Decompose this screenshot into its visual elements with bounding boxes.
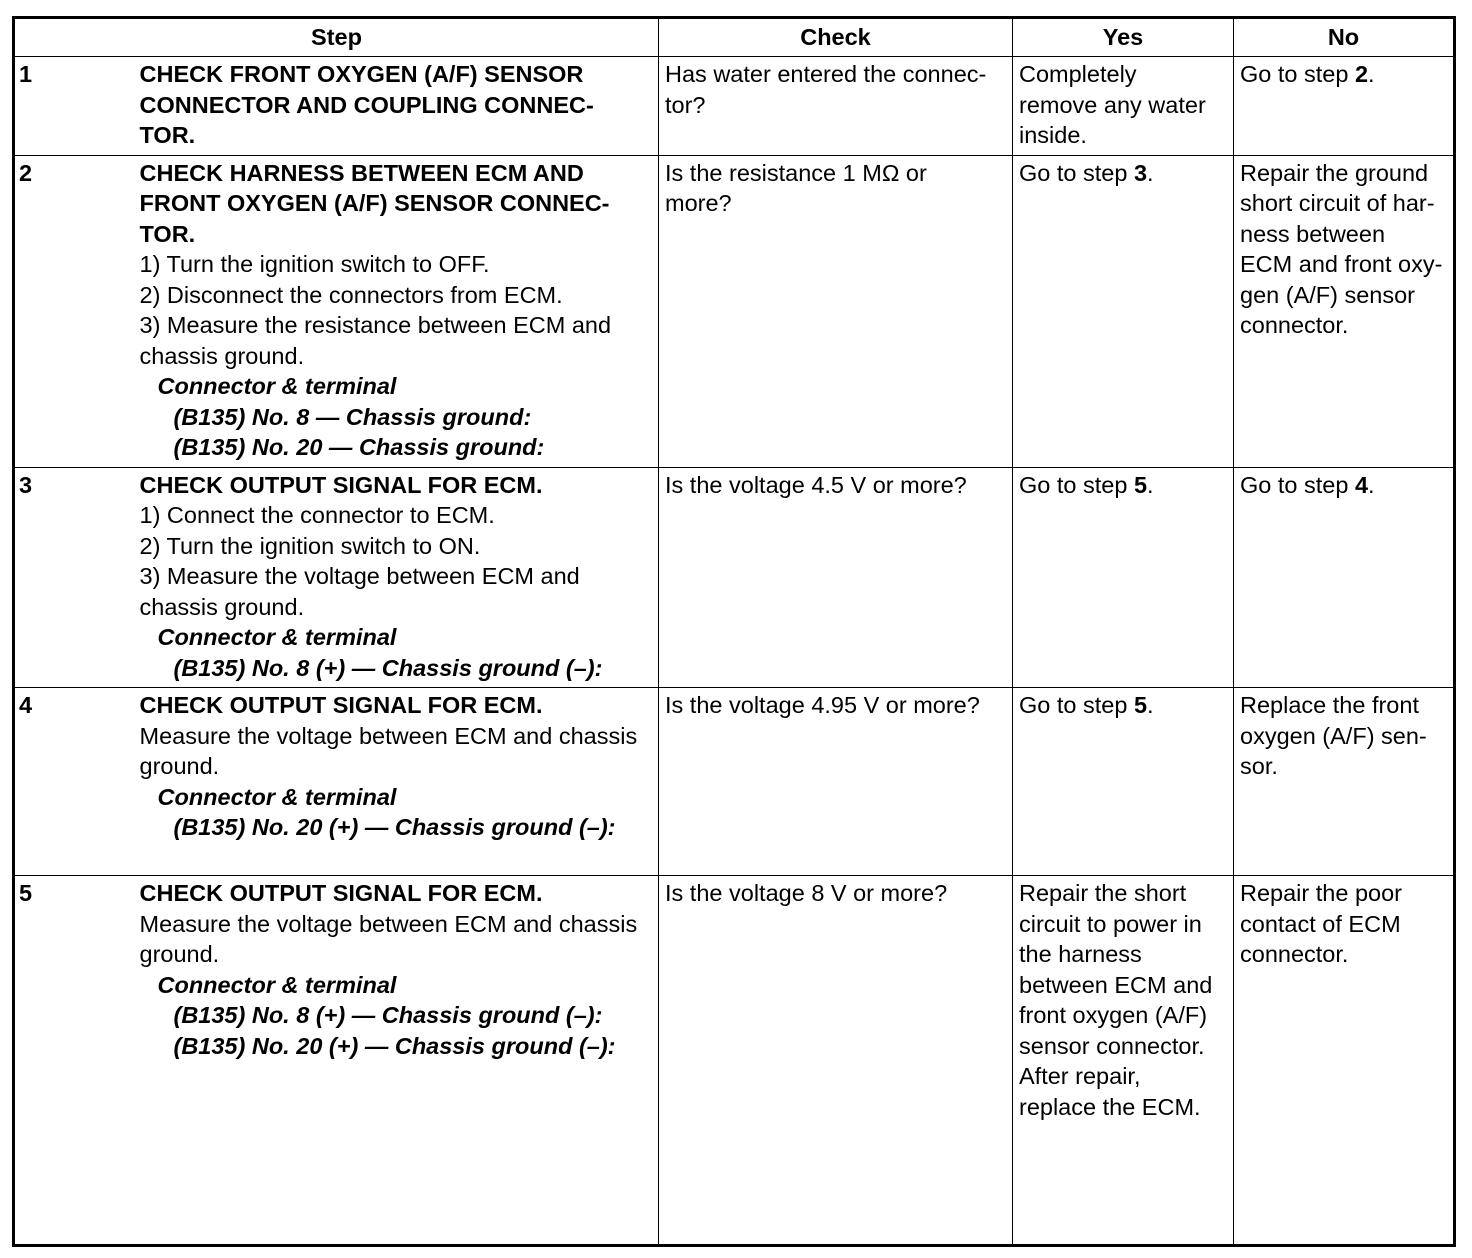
yes-cell bbox=[1013, 155, 1234, 467]
no-cell bbox=[1234, 876, 1455, 1246]
yes-cell bbox=[1013, 57, 1234, 156]
procedure-line: 1) Turn the ignition switch to OFF. bbox=[139, 251, 490, 277]
step-number-text: 2 bbox=[19, 159, 33, 186]
yes-line: remove any water bbox=[1019, 91, 1206, 118]
procedure-line: ground. bbox=[139, 941, 220, 967]
step-number-text: 5 bbox=[19, 880, 33, 906]
connector-terminal: (B135) No. 8 (+) — Chassis ground (–): bbox=[173, 1002, 603, 1028]
table-row bbox=[14, 876, 1455, 1246]
step-reference: 5 bbox=[1133, 471, 1148, 498]
step-reference: 3 bbox=[1133, 159, 1148, 186]
step-title-line: TOR. bbox=[139, 220, 196, 247]
procedure-line: 1) Connect the connector to ECM. bbox=[139, 502, 495, 528]
check-cell bbox=[659, 57, 1013, 156]
yes-line: Completely bbox=[1019, 61, 1137, 87]
check-cell bbox=[659, 155, 1013, 467]
procedure-line: Measure the voltage between ECM and chassis bbox=[139, 722, 638, 749]
header-yes: Yes bbox=[1013, 18, 1234, 57]
check-cell bbox=[659, 467, 1013, 688]
table-row bbox=[14, 688, 1455, 876]
no-line: connector. bbox=[1240, 312, 1349, 338]
check-line: tor? bbox=[665, 91, 706, 118]
diagnostic-table bbox=[12, 16, 1456, 1247]
connector-heading: Connector & terminal bbox=[157, 783, 397, 810]
check-cell bbox=[659, 688, 1013, 876]
check-line: Is the voltage 8 V or more? bbox=[665, 880, 948, 906]
procedure-line: 3) Measure the voltage between ECM and bbox=[139, 563, 580, 589]
check-line: Is the voltage 4.5 V or more? bbox=[665, 471, 967, 498]
procedure-line: chassis ground. bbox=[139, 342, 305, 369]
yes-line: circuit to power in bbox=[1019, 910, 1202, 937]
step-description bbox=[132, 688, 659, 876]
check-line: more? bbox=[665, 190, 732, 216]
step-number-text: 1 bbox=[19, 61, 33, 87]
table-row bbox=[14, 155, 1455, 467]
no-cell bbox=[1234, 688, 1455, 876]
step-description bbox=[132, 467, 659, 688]
step-number bbox=[14, 57, 132, 156]
step-description bbox=[132, 155, 659, 467]
step-number bbox=[14, 876, 132, 1246]
connector-terminal: (B135) No. 8 (+) — Chassis ground (–): bbox=[173, 654, 603, 681]
no-line: Replace the front bbox=[1240, 692, 1419, 718]
yes-cell bbox=[1013, 688, 1234, 876]
step-number bbox=[14, 155, 132, 467]
no-line: sor. bbox=[1240, 753, 1278, 779]
table-row bbox=[14, 467, 1455, 688]
check-line: Has water entered the connec- bbox=[665, 61, 987, 87]
connector-heading: Connector & terminal bbox=[157, 373, 397, 399]
no-line: connector. bbox=[1240, 941, 1349, 967]
procedure-line: ground. bbox=[139, 753, 220, 779]
step-number bbox=[14, 467, 132, 688]
header-check: Check bbox=[659, 18, 1013, 57]
no-cell bbox=[1234, 467, 1455, 688]
no-line: ECM and front oxy- bbox=[1240, 251, 1443, 277]
yes-line: sensor connector. bbox=[1019, 1032, 1205, 1059]
connector-terminal: (B135) No. 20 (+) — Chassis ground (–): bbox=[173, 1032, 616, 1059]
yes-text: Go to step bbox=[1019, 471, 1134, 498]
step-title-line: CHECK HARNESS BETWEEN ECM AND bbox=[139, 159, 584, 186]
procedure-line: chassis ground. bbox=[139, 593, 305, 620]
yes-line: inside. bbox=[1019, 122, 1087, 148]
no-line: gen (A/F) sensor bbox=[1240, 281, 1416, 308]
step-reference: 2 bbox=[1354, 61, 1369, 87]
connector-heading: Connector & terminal bbox=[157, 971, 397, 998]
yes-line: After repair, bbox=[1019, 1063, 1141, 1089]
yes-suffix: . bbox=[1147, 471, 1154, 498]
check-line: Is the voltage 4.95 V or more? bbox=[665, 692, 980, 718]
procedure-line: 3) Measure the resistance between ECM and bbox=[139, 312, 612, 338]
step-description bbox=[132, 876, 659, 1246]
yes-line: front oxygen (A/F) bbox=[1019, 1002, 1208, 1028]
no-suffix: . bbox=[1368, 471, 1375, 498]
step-title-line: CONNECTOR AND COUPLING CONNEC- bbox=[139, 91, 594, 118]
yes-text: Go to step bbox=[1019, 692, 1134, 718]
step-number bbox=[14, 688, 132, 876]
no-text: Go to step bbox=[1240, 61, 1355, 87]
check-line: Is the resistance 1 MΩ or bbox=[665, 159, 927, 186]
no-line: ness between bbox=[1240, 220, 1386, 247]
check-cell bbox=[659, 876, 1013, 1246]
connector-terminal: (B135) No. 20 — Chassis ground: bbox=[173, 434, 545, 460]
yes-suffix: . bbox=[1147, 692, 1154, 718]
no-line: contact of ECM bbox=[1240, 910, 1401, 937]
connector-terminal: (B135) No. 8 — Chassis ground: bbox=[173, 403, 532, 430]
yes-cell bbox=[1013, 467, 1234, 688]
step-number-text: 4 bbox=[19, 692, 33, 718]
procedure-line: Measure the voltage between ECM and chassis bbox=[139, 910, 638, 937]
step-reference: 4 bbox=[1354, 471, 1369, 498]
table-header-row bbox=[14, 18, 1455, 57]
step-title-line: CHECK OUTPUT SIGNAL FOR ECM. bbox=[139, 692, 543, 718]
step-reference: 5 bbox=[1133, 692, 1148, 718]
no-line: oxygen (A/F) sen- bbox=[1240, 722, 1427, 749]
yes-line: between ECM and bbox=[1019, 971, 1213, 998]
yes-suffix: . bbox=[1147, 159, 1154, 186]
header-step: Step bbox=[14, 18, 659, 57]
yes-text: Go to step bbox=[1019, 159, 1134, 186]
step-title-line: TOR. bbox=[139, 122, 196, 148]
table-row bbox=[14, 57, 1455, 156]
connector-heading: Connector & terminal bbox=[157, 624, 397, 650]
yes-cell bbox=[1013, 876, 1234, 1246]
yes-line: Repair the short bbox=[1019, 880, 1187, 906]
yes-line: the harness bbox=[1019, 941, 1142, 967]
no-line: Repair the ground bbox=[1240, 159, 1429, 186]
step-title-line: CHECK OUTPUT SIGNAL FOR ECM. bbox=[139, 471, 543, 498]
no-text: Go to step bbox=[1240, 471, 1355, 498]
step-description bbox=[132, 57, 659, 156]
yes-line: replace the ECM. bbox=[1019, 1093, 1201, 1120]
procedure-line: 2) Turn the ignition switch to ON. bbox=[139, 532, 481, 559]
step-title-line: CHECK FRONT OXYGEN (A/F) SENSOR bbox=[139, 61, 584, 87]
step-title-line: CHECK OUTPUT SIGNAL FOR ECM. bbox=[139, 880, 543, 906]
no-line: short circuit of har- bbox=[1240, 190, 1435, 216]
step-title-line: FRONT OXYGEN (A/F) SENSOR CONNEC- bbox=[139, 190, 610, 216]
no-suffix: . bbox=[1368, 61, 1375, 87]
procedure-line: 2) Disconnect the connectors from ECM. bbox=[139, 281, 563, 308]
connector-terminal: (B135) No. 20 (+) — Chassis ground (–): bbox=[173, 814, 616, 840]
no-line: Repair the poor bbox=[1240, 880, 1402, 906]
no-cell bbox=[1234, 155, 1455, 467]
step-number-text: 3 bbox=[19, 471, 33, 498]
header-no: No bbox=[1234, 18, 1455, 57]
no-cell bbox=[1234, 57, 1455, 156]
